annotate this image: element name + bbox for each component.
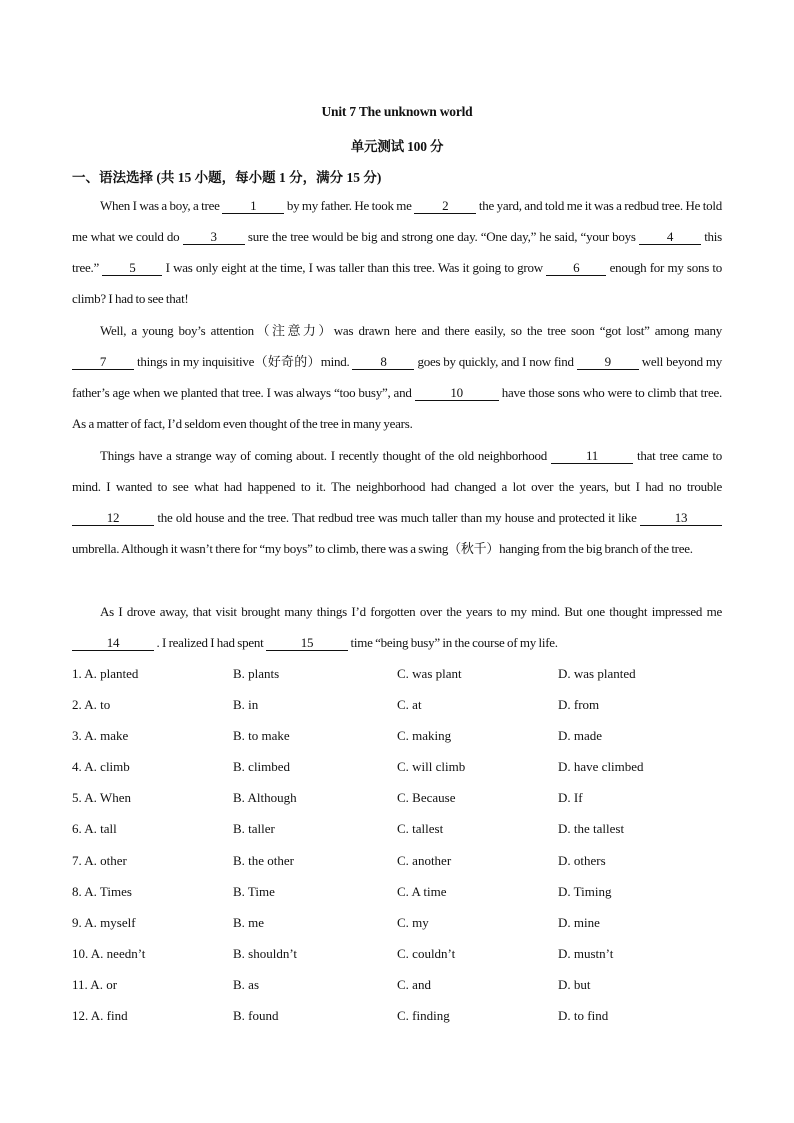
blank-7: 7 bbox=[72, 355, 134, 370]
question-row bbox=[72, 689, 722, 720]
blank-12: 12 bbox=[72, 511, 154, 526]
passage-paragraph-2 bbox=[72, 315, 722, 439]
section-heading: 一、语法选择 (共 15 小题，每小题 1 分，满分 15 分) bbox=[72, 170, 382, 185]
option-c: C. will climb bbox=[397, 759, 466, 775]
option-a: 8. A. Times bbox=[72, 883, 132, 899]
question-options bbox=[72, 658, 722, 1031]
question-row bbox=[72, 1000, 722, 1031]
option-c: C. Because bbox=[397, 790, 456, 806]
option-c: C. tallest bbox=[397, 821, 444, 837]
option-b: B. in bbox=[233, 697, 259, 713]
option-d: D. Timing bbox=[558, 883, 612, 899]
passage-text: . I realized I had spent bbox=[154, 635, 267, 650]
page-subtitle: 单元测试 100 分 bbox=[350, 139, 444, 154]
option-d: D. others bbox=[558, 852, 606, 868]
option-b: B. shouldn’t bbox=[233, 945, 298, 961]
option-a: 10. A. needn’t bbox=[72, 945, 146, 961]
option-b: B. as bbox=[233, 976, 259, 992]
passage-paragraph-3 bbox=[72, 440, 722, 564]
question-row bbox=[72, 907, 722, 938]
option-a: 1. A. planted bbox=[72, 666, 139, 681]
passage-text: well beyond my father’s age when we planted that tree. I was always “too busy”, and bbox=[72, 354, 722, 400]
option-c: C. another bbox=[397, 852, 452, 868]
option-a: 7. A. other bbox=[72, 852, 127, 868]
blank-15: 15 bbox=[266, 636, 348, 651]
option-c: C. my bbox=[397, 914, 429, 930]
option-a: 11. A. or bbox=[72, 976, 118, 992]
option-a: 6. A. tall bbox=[72, 821, 117, 837]
option-b: B. Time bbox=[233, 883, 275, 899]
blank-5: 5 bbox=[102, 261, 162, 276]
option-c: C. making bbox=[397, 728, 452, 744]
option-b: B. me bbox=[233, 914, 265, 930]
blank-9: 9 bbox=[577, 355, 639, 370]
question-row bbox=[72, 658, 722, 689]
passage-paragraph-1 bbox=[72, 190, 722, 314]
blank-8: 8 bbox=[352, 355, 414, 370]
option-d: D. to find bbox=[558, 1008, 609, 1024]
question-row bbox=[72, 845, 722, 876]
passage-text: Things have a strange way of coming about. I recently thought of the old neighborhood bbox=[100, 448, 552, 463]
option-d: D. but bbox=[558, 976, 591, 992]
blank-13: 13 bbox=[640, 511, 722, 526]
option-b: B. Although bbox=[233, 790, 297, 806]
page-title: Unit 7 The unknown world bbox=[321, 104, 473, 119]
option-b: B. plants bbox=[233, 666, 280, 681]
option-c: C. at bbox=[397, 697, 422, 713]
option-b: B. to make bbox=[233, 728, 290, 744]
question-row bbox=[72, 938, 722, 969]
option-b: B. taller bbox=[233, 821, 275, 837]
blank-1: 1 bbox=[222, 199, 284, 214]
passage-text: by my father. He took me bbox=[284, 198, 415, 213]
question-row bbox=[72, 751, 722, 782]
question-row bbox=[72, 813, 722, 844]
passage-paragraph-4 bbox=[72, 596, 722, 658]
passage-text: the yard, and told me it was a redbud tree. He told me what we could do bbox=[72, 198, 723, 244]
option-c: C. and bbox=[397, 976, 431, 992]
option-b: B. found bbox=[233, 1008, 279, 1024]
passage-text: enough for my sons to climb? I had to see that! bbox=[72, 260, 722, 306]
blank-3: 3 bbox=[183, 230, 245, 245]
question-row bbox=[72, 782, 722, 813]
blank-6: 6 bbox=[546, 261, 606, 276]
option-d: D. made bbox=[558, 728, 603, 744]
blank-11: 11 bbox=[551, 449, 633, 464]
option-d: D. have climbed bbox=[558, 759, 644, 775]
option-d: D. the tallest bbox=[558, 821, 625, 837]
blank-14: 14 bbox=[72, 636, 154, 651]
blank-10: 10 bbox=[415, 386, 499, 401]
option-a: 3. A. make bbox=[72, 728, 129, 744]
passage-text: this tree.” bbox=[72, 229, 722, 275]
option-c: C. finding bbox=[397, 1008, 450, 1024]
option-b: B. climbed bbox=[233, 759, 291, 775]
blank-4: 4 bbox=[639, 230, 701, 245]
option-a: 9. A. myself bbox=[72, 914, 136, 930]
option-d: D. If bbox=[558, 790, 583, 806]
option-a: 12. A. find bbox=[72, 1008, 128, 1024]
question-row bbox=[72, 720, 722, 751]
option-d: D. mine bbox=[558, 914, 600, 930]
option-c: C. A time bbox=[397, 883, 447, 899]
blank-2: 2 bbox=[414, 199, 476, 214]
option-d: D. mustn’t bbox=[558, 945, 614, 961]
option-c: C. was plant bbox=[397, 666, 462, 681]
option-a: 4. A. climb bbox=[72, 759, 130, 775]
option-d: D. from bbox=[558, 697, 600, 713]
passage-text: umbrella. Although it wasn’t there for “my boys” to climb, there was a swing（秋千）hanging from the big branch of the tree. bbox=[72, 541, 693, 556]
passage-text: I was only eight at the time, I was taller than this tree. Was it going to grow bbox=[162, 260, 547, 275]
passage-text: When I was a boy, a tree bbox=[100, 198, 223, 213]
option-a: 5. A. When bbox=[72, 790, 131, 806]
passage-text: things in my inquisitive（好奇的）mind. bbox=[134, 354, 353, 369]
option-d: D. was planted bbox=[558, 666, 636, 681]
passage-text: have those sons who were to climb that tree. As a matter of fact, I’d seldom even thought of the tree in many years. bbox=[72, 385, 723, 431]
passage-text: the old house and the tree. That redbud tree was much taller than my house and protected it like bbox=[154, 510, 640, 525]
passage-text: goes by quickly, and I now find bbox=[414, 354, 577, 369]
passage-text: Well, a young boy’s attention（注意力）was drawn here and there easily, so the tree soon “got lost” among many bbox=[100, 323, 722, 338]
question-row bbox=[72, 969, 722, 1000]
passage-text: sure the tree would be big and strong one day. “One day,” he said, “your boys bbox=[244, 229, 639, 244]
option-a: 2. A. to bbox=[72, 697, 111, 713]
question-row bbox=[72, 876, 722, 907]
passage-text: that tree came to mind. I wanted to see what had happened to it. The neighborhood had changed a lot over the years, but I had no trouble bbox=[72, 448, 722, 494]
passage-text: time “being busy” in the course of my life. bbox=[348, 635, 558, 650]
option-b: B. the other bbox=[233, 852, 295, 868]
passage-text: As I drove away, that visit brought many things I’d forgotten over the years to my mind. But one thought impressed me bbox=[100, 604, 722, 619]
option-c: C. couldn’t bbox=[397, 945, 456, 961]
